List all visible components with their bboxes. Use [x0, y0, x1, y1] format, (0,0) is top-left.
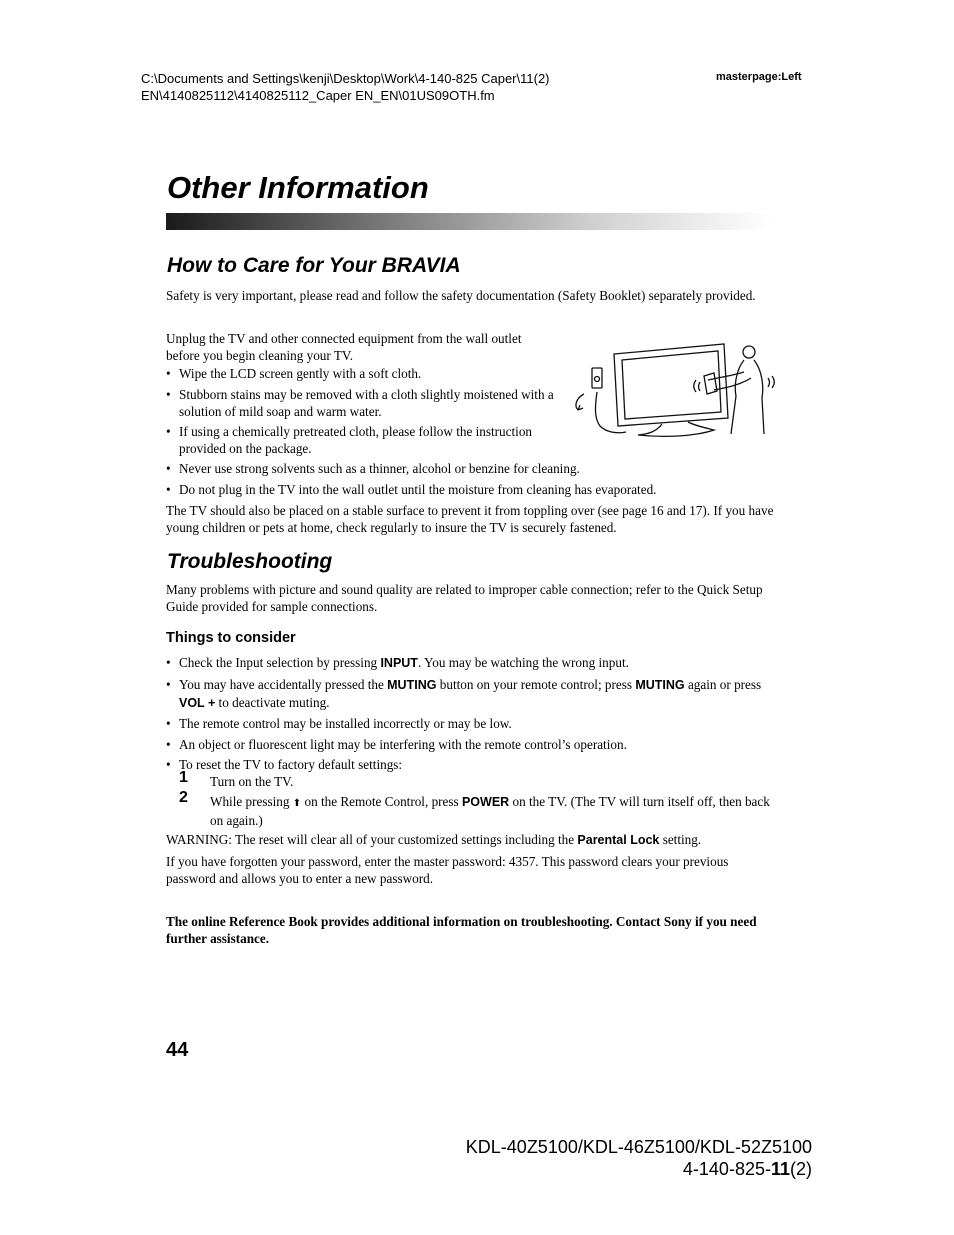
- list-item: • An object or fluorescent light may be interfering with the remote control’s operation.: [166, 736, 778, 753]
- reset-warning: WARNING: The reset will clear all of your customized settings including the Parental Lock setting.: [166, 832, 702, 847]
- reset-step-2: [179, 789, 779, 829]
- step-text: Turn on the TV.: [210, 774, 294, 789]
- online-reference-note: The online Reference Book provides additional information on troubleshooting. Contact Sony if you need further assistance.: [166, 914, 757, 946]
- input-key-label: INPUT: [380, 656, 418, 670]
- model-footer: [466, 1136, 812, 1180]
- file-path-line-2: EN\4140825112\4140825112_Caper EN_EN\01US09OTH.fm: [141, 88, 495, 103]
- list-item: • To reset the TV to factory default settings:: [166, 756, 778, 773]
- muting-key-label: MUTING: [635, 677, 685, 692]
- list-item: • If using a chemically pretreated cloth, please follow the instruction provided on the package.: [166, 423, 561, 457]
- file-path-line-1: C:\Documents and Settings\kenji\Desktop\Work\4-140-825 Caper\11(2): [141, 71, 550, 86]
- care-heading: How to Care for Your BRAVIA: [167, 254, 461, 277]
- vol-plus-key-label: VOL +: [179, 695, 216, 710]
- tv-cleaning-illustration: [566, 336, 780, 442]
- step-number: 2: [179, 789, 188, 806]
- title-gradient-bar: [166, 213, 772, 230]
- troubleshooting-intro: Many problems with picture and sound quality are related to improper cable connection; refer to the Quick Setup Guide provided for sample connections.: [166, 582, 763, 614]
- unplug-instruction: Unplug the TV and other connected equipment from the wall outlet before you begin cleaning your TV.: [166, 331, 522, 363]
- step-number: 1: [179, 769, 188, 786]
- troubleshooting-bullets: [166, 654, 778, 777]
- list-item: • You may have accidentally pressed the MUTING button on your remote control; press MUTING again or press VOL + to deactivate muting.: [166, 676, 778, 712]
- reset-step-1: [179, 769, 779, 790]
- list-item: • Stubborn stains may be removed with a cloth slightly moistened with a solution of mild soap and warm water.: [166, 386, 561, 420]
- password-note: If you have forgotten your password, enter the master password: 4357. This password clears your previous password and allows you to enter a new password.: [166, 854, 729, 886]
- list-item: • Do not plug in the TV into the wall outlet until the moisture from cleaning has evaporated.: [166, 481, 778, 498]
- page-title: Other Information: [167, 170, 429, 205]
- document-code: 4-140-825-11(2): [682, 1159, 812, 1179]
- troubleshooting-heading: Troubleshooting: [167, 550, 333, 573]
- list-item: • Never use strong solvents such as a thinner, alcohol or benzine for cleaning.: [166, 460, 778, 477]
- model-numbers: KDL-40Z5100/KDL-46Z5100/KDL-52Z5100: [465, 1137, 812, 1157]
- list-item: • Check the Input selection by pressing INPUT. You may be watching the wrong input.: [166, 654, 778, 672]
- page-number: 44: [166, 1039, 189, 1061]
- list-item: • The remote control may be installed incorrectly or may be low.: [166, 715, 778, 732]
- step-text: While pressing ⬆ on the Remote Control, press POWER on the TV. (The TV will turn itself off, then back on again.): [210, 794, 770, 828]
- cleaning-bullets-narrow: [166, 365, 561, 461]
- list-item: • Wipe the LCD screen gently with a soft cloth.: [166, 365, 561, 382]
- stable-surface-note: The TV should also be placed on a stable surface to prevent it from toppling over (see page 16 and 17). If you have young children or pets at home, check regularly to insure the TV is securely fastened.: [166, 503, 774, 535]
- masterpage-label: masterpage:Left: [716, 71, 802, 83]
- things-to-consider-heading: Things to consider: [166, 630, 296, 646]
- parental-lock-label: Parental Lock: [577, 833, 660, 847]
- cleaning-bullets-wide: [166, 460, 778, 501]
- power-key-label: POWER: [461, 795, 510, 809]
- file-path-header: [141, 70, 550, 104]
- care-intro: Safety is very important, please read and follow the safety documentation (Safety Booklet) separately provided.: [166, 288, 756, 303]
- up-arrow-icon: ⬆: [292, 798, 302, 809]
- muting-key-label: MUTING: [387, 677, 437, 692]
